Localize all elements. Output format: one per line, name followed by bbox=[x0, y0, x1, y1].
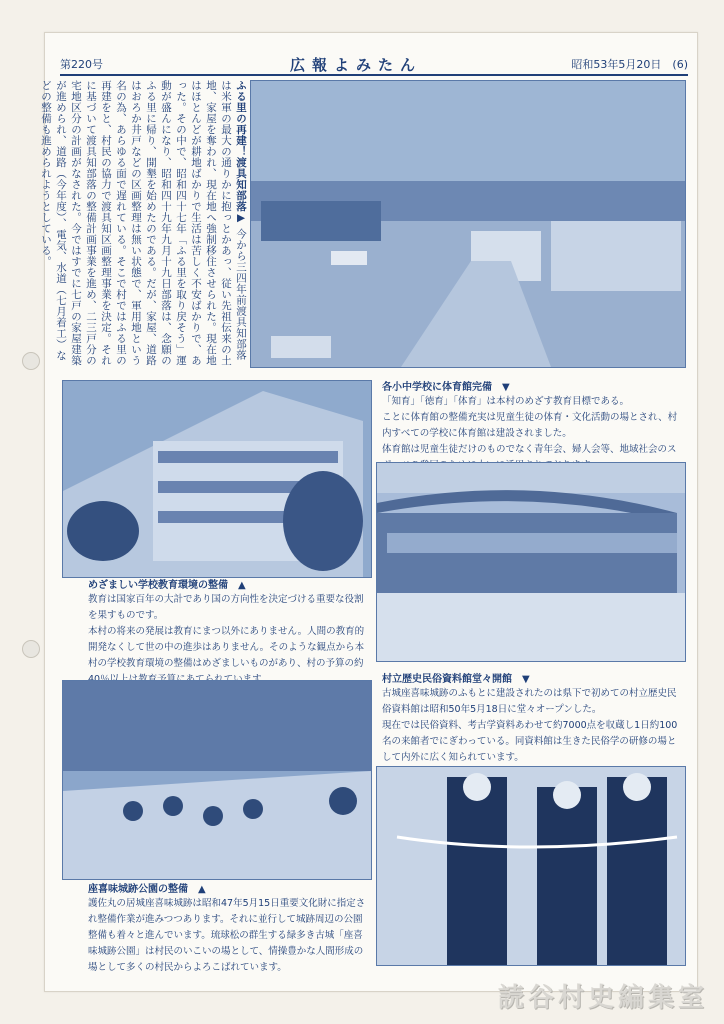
museum-heading: 村立歴史民俗資料館堂々開館 ▼ bbox=[382, 674, 530, 685]
gymnasium-paragraph: 「知育」「徳育」「体育」は本村のめざす教育目標である。 bbox=[382, 396, 630, 407]
gymnasium-photo bbox=[376, 462, 686, 662]
tohuchi-heading: ふる里の再建！渡具知部落▶ bbox=[235, 80, 247, 225]
museum-paragraph: 古城座喜味城跡のふもとに建設されたのは県下で初めての村立歴史民俗資料館は昭和50年5月18日に堂々オープンした。 bbox=[382, 688, 677, 715]
castle-park-photo bbox=[62, 680, 372, 880]
castle-park-heading: 座喜味城跡公園の整備 ▲ bbox=[88, 884, 206, 895]
school-building-photo bbox=[62, 380, 372, 578]
gymnasium-paragraph: ことに体育館の整備充実は児童生徒の体育・文化活動の場とされ、村内すべての学校に体育館は建設されました。 bbox=[382, 412, 678, 439]
gymnasium-paragraph: 体育館は児童生徒だけのものでなく青年会、婦人会等、地域社会のス bbox=[382, 444, 677, 455]
header-rule bbox=[60, 74, 688, 76]
castle-park-paragraph: 護佐丸の居城座喜味城跡は昭和47年5月15日重要文化財に指定され整備作業が進みつつあります。それに並行して城跡周辺の公園整備も着々と進んでいます。琉球松の群生する緑多き古城「座喜味城跡公園」は村民のいこいの場として、情操豊かな人間形成の場として多くの村民からよろこばれています。 bbox=[88, 898, 366, 973]
tohuchi-text: 今から三四年前渡具知部落は米軍の最大の通りかに抱っとかあっ、従い先祖伝来の土地、家屋を奪われ、現在地へ強制移住させられた。現在地はほとんどが耕地ばかりで生活は苦しく不安ばかりで、あった。その中で、昭和四十七年「ふる里を取り戻そう」運動が盛んになり、昭和四十九年九月十九日部落は、念願のふる里に帰り、開墾を始めたのである。だが、家屋、道路はおろか井戸などの区画整理は無い状態で、軍用地という名の為、あらゆる面で遅れている。そこで村ではふる里の再建をと、村民の協力で渡具知区画整理事業を決定。それに基づいて渡具知部落の整備計画事業を進め、二三戸分の宅地区分の計画がなされた。今ではすでに七戸の家屋建築が進められ、道路（今年度）、電気、水道（七月着工）などの整備も進められようとしている。 bbox=[40, 80, 247, 366]
tohuchi-article bbox=[40, 80, 248, 370]
gymnasium-heading: 各小中学校に体育館完備 ▼ bbox=[382, 382, 510, 393]
issue-number: 第220号 bbox=[60, 58, 103, 71]
issue-date: 昭和53年5月20日 (6) bbox=[571, 58, 688, 71]
binder-hole bbox=[22, 352, 40, 370]
school-paragraph: 教育は国家百年の大計であり国の方向性を決定づける重要な役割を果すものです。 bbox=[88, 594, 364, 621]
binder-hole bbox=[22, 640, 40, 658]
castle-park-text bbox=[88, 896, 370, 976]
construction-photo bbox=[250, 80, 686, 368]
school-paragraph: 本村の将来の発展は教育にまつ以外にありません。人間の教育的開発なくして世の中の進歩はありません。そのような観点から本村の学校教育環境の整備はめざましいものがあり、村の予算の約 bbox=[88, 626, 365, 669]
archive-watermark: 読谷村史編集室 bbox=[497, 983, 708, 1013]
school-heading: めざましい学校教育環境の整備 ▲ bbox=[88, 580, 246, 591]
museum-text bbox=[382, 686, 684, 766]
museum-paragraph: 現在では民俗資料、考古学資料あわせて約7000点を収蔵し1日約100名の来館者でにぎわっている。同資料館は生きた民俗学の研修の場として内外に広く知られています。 bbox=[382, 720, 678, 763]
museum-opening-photo bbox=[376, 766, 686, 966]
page-header bbox=[60, 54, 688, 74]
newsletter-title: 広報よみたん bbox=[290, 56, 423, 74]
school-text bbox=[88, 592, 370, 688]
